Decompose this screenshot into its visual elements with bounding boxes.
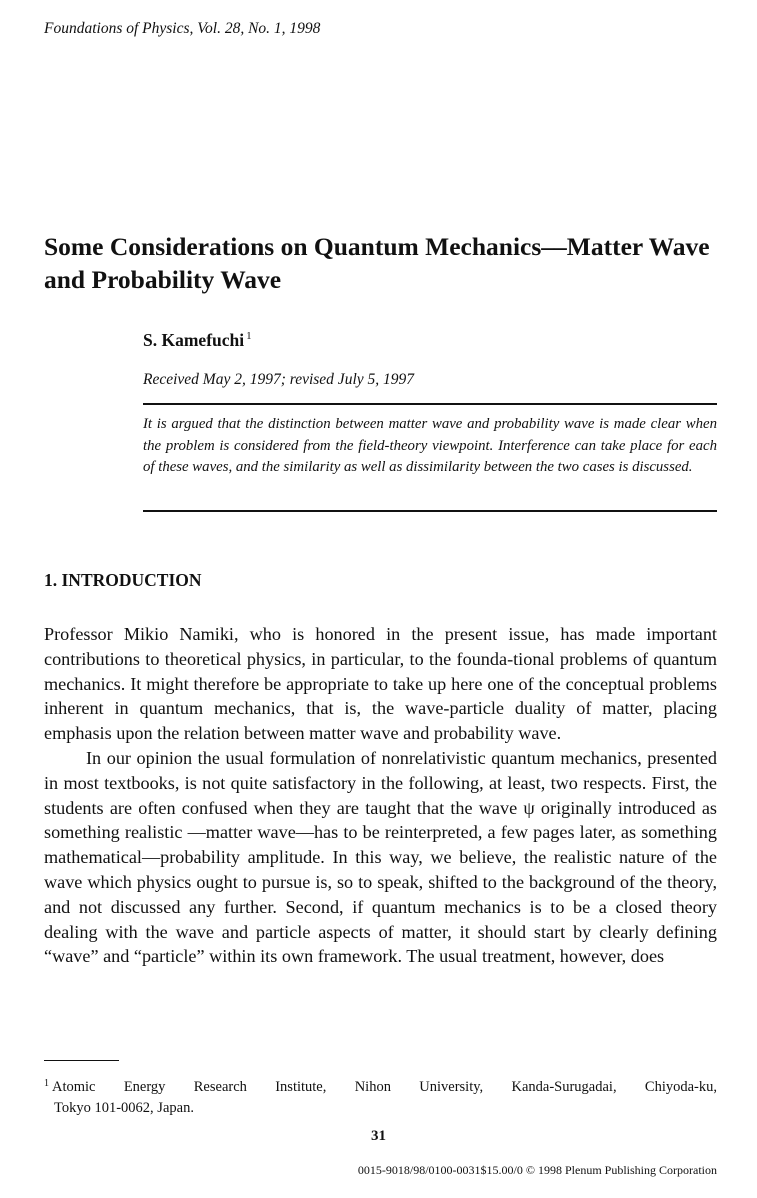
section-heading: 1. INTRODUCTION — [44, 570, 202, 590]
footnote-affiliation: Atomic Energy Research Institute, Nihon University, Kanda-Surugadai, Chiyoda-ku, — [52, 1079, 717, 1095]
footnote-line-2: Tokyo 101-0062, Japan. — [54, 1100, 194, 1116]
received-dates: Received May 2, 1997; revised July 5, 1997 — [143, 371, 415, 388]
abstract-top-rule — [143, 403, 717, 405]
body-text — [44, 622, 717, 969]
journal-citation: Foundations of Physics, Vol. 28, No. 1, 1998 — [44, 20, 321, 37]
author-name: S. Kamefuchi — [143, 330, 245, 350]
footnote-rule — [44, 1060, 119, 1061]
author-line — [143, 330, 252, 351]
abstract: It is argued that the distinction between matter wave and probability wave is made clear when the problem is considered from the field-theory viewpoint. Interference can take place for each of these waves, and the similarity as well as dissimilarity between the two cases is discussed. — [143, 416, 717, 475]
footnote — [44, 1073, 717, 1119]
page-number: 31 — [371, 1128, 386, 1144]
abstract-bottom-rule — [143, 510, 717, 512]
author-footnote-mark: 1 — [246, 330, 252, 342]
paragraph-1: Professor Mikio Namiki, who is honored in the present issue, has made important contributions to theoretical physics, in particular, to the founda-tional problems of quantum mechanics. It might therefore be appropriate to take up here one of the conceptual problems inherent in quantum mechanics, that is, the wave-particle duality of matter, placing emphasis upon the relation between matter wave and probability wave. — [44, 624, 717, 744]
footnote-line-1 — [44, 1073, 717, 1098]
copyright-line: 0015-9018/98/0100-0031$15.00/0 © 1998 Plenum Publishing Corporation — [357, 1163, 717, 1177]
footnote-mark: 1 — [44, 1078, 49, 1089]
paragraph-2: In our opinion the usual formulation of nonrelativistic quantum mechanics, presented in most textbooks, is not quite satisfactory in the following, at least, two respects. First, the students are often confused when they are taught that the wave ψ originally introduced as something realistic —matter wave––has to be reinterpreted, a few pages later, as something mathematical—probability amplitude. In this way, we believe, the realistic nature of the wave which physics ought to pursue is, so to speak, shifted to the background of the theory, and not discussed any further. Second, if quantum mechanics is to be a closed theory dealing with the wave and particle aspects of matter, it should start by clearly defining “wave” and “particle” within its own framework. The usual treatment, however, does — [44, 747, 717, 967]
article-title: Some Considerations on Quantum Mechanics––Matter Wave and Probability Wave — [44, 232, 710, 294]
